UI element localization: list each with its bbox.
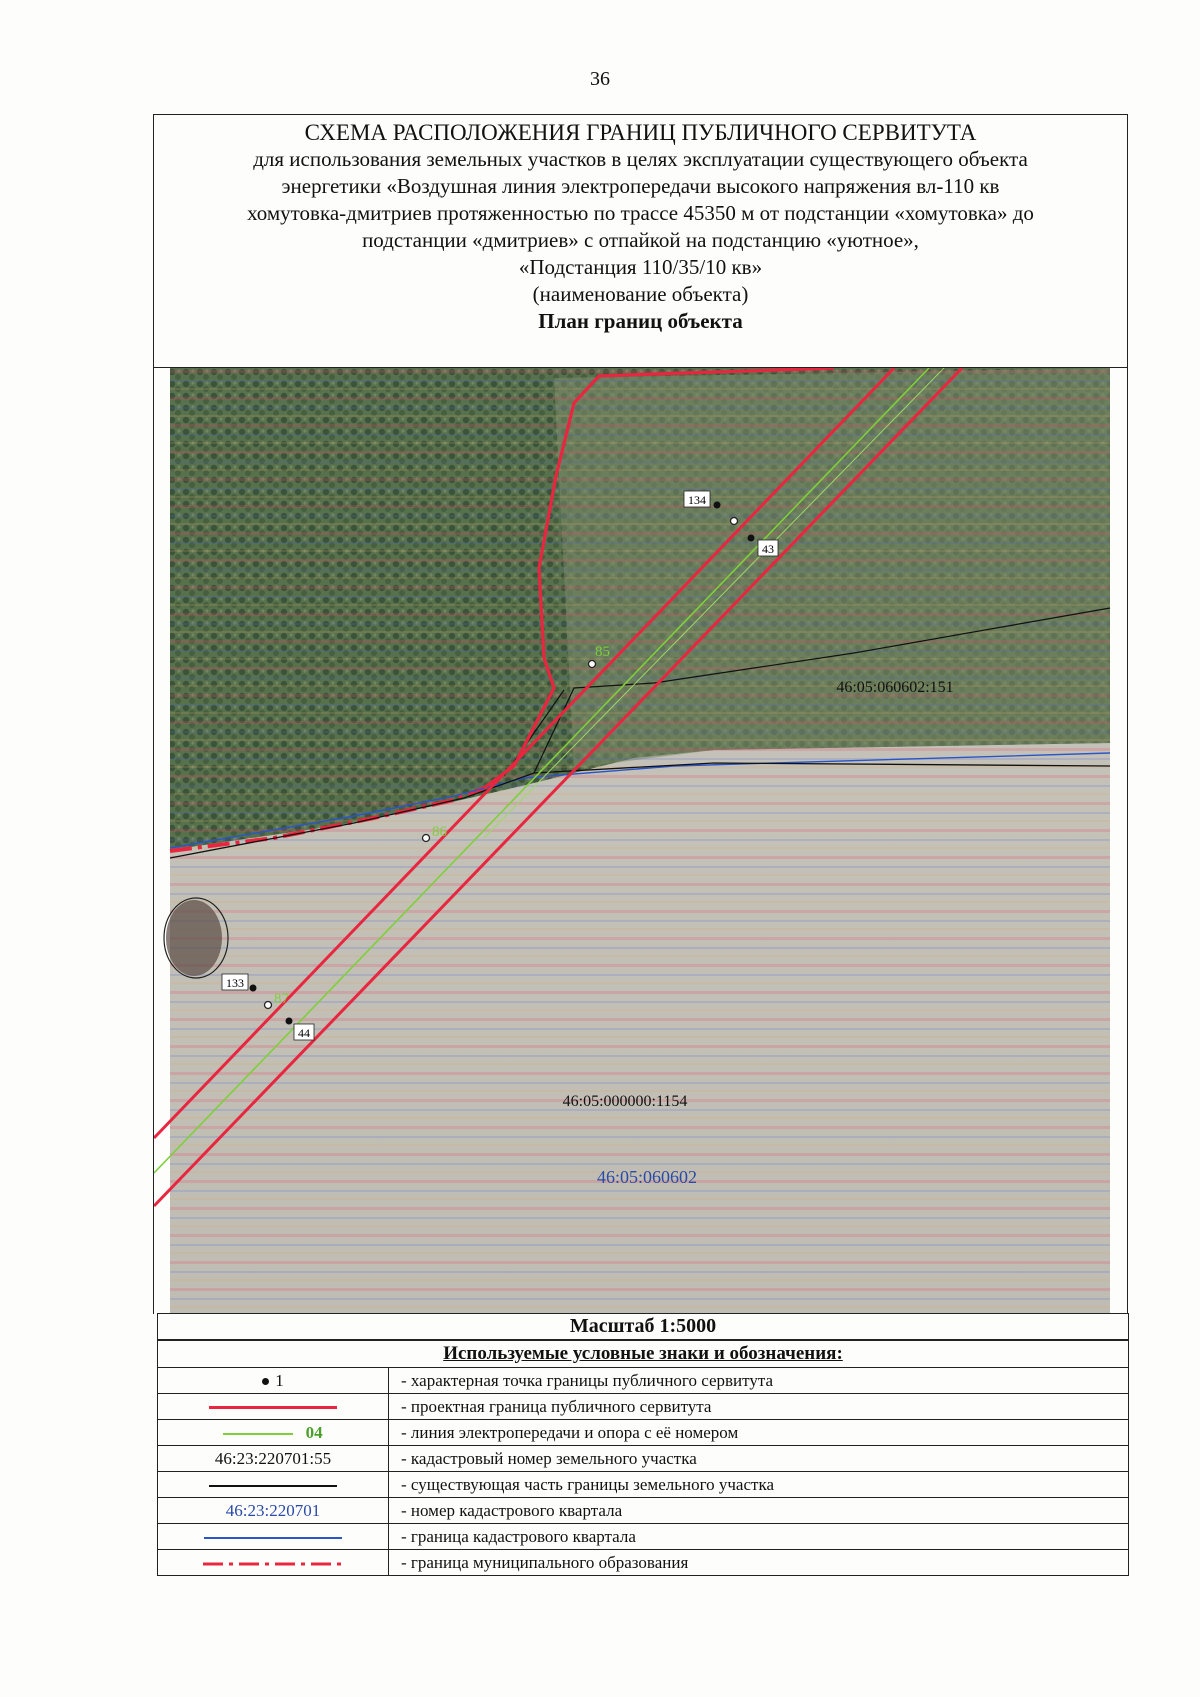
legend-support-number: 04: [305, 1422, 323, 1442]
dash-dot-line-icon: [203, 1561, 343, 1567]
legend-title: Используемые условные знаки и обозначения:: [158, 1341, 1129, 1368]
legend-symbol-servitude: [158, 1394, 389, 1420]
title-line-6: «Подстанция 110/35/10 кв»: [518, 255, 763, 279]
legend-row-quarter-number: [158, 1498, 1129, 1524]
support-87-label: 87: [274, 991, 289, 1007]
legend-row-parcel-border: [158, 1472, 1129, 1498]
legend-row-powerline: [158, 1420, 1129, 1446]
green-line-icon: [223, 1433, 293, 1435]
legend-symbol-municipal: [158, 1550, 389, 1576]
plan-title: План границ объекта: [538, 309, 743, 333]
support-86-label: 86: [432, 824, 447, 840]
legend-symbol-point: [158, 1368, 389, 1394]
blue-line-icon: [204, 1537, 342, 1539]
legend-desc-powerline: - линия электропередачи и опора с её номером: [389, 1420, 1129, 1446]
quarter-label: 46:05:060602: [596, 1167, 698, 1187]
legend-desc-quarter-border: - граница кадастрового квартала: [389, 1524, 1129, 1550]
point-134-label: 134: [688, 493, 706, 507]
map-area: [153, 368, 1128, 1314]
title-line-7: (наименование объекта): [532, 282, 749, 306]
legend-symbol-parcel-border: [158, 1472, 389, 1498]
legend-row-municipal: [158, 1550, 1129, 1576]
support-85: [589, 661, 596, 668]
title-line-2: для использования земельных участков в целях эксплуатации существующего объекта: [253, 147, 1028, 171]
point-133-label: 133: [226, 976, 244, 990]
title-line-1: СХЕМА РАСПОЛОЖЕНИЯ ГРАНИЦ ПУБЛИЧНОГО СЕРВИТУТА: [304, 120, 977, 145]
tree-clump: [166, 900, 222, 976]
legend-symbol-quarter-border: [158, 1524, 389, 1550]
legend-desc-quarter-number: - номер кадастрового квартала: [389, 1498, 1129, 1524]
legend-point-number: 1: [275, 1370, 284, 1390]
legend-desc-parcel-number: - кадастровый номер земельного участка: [389, 1446, 1129, 1472]
legend-row-parcel-number: [158, 1446, 1129, 1472]
point-44-label: 44: [298, 1026, 310, 1040]
point-134: [714, 502, 721, 509]
legend-table: [157, 1340, 1129, 1576]
red-line-icon: [209, 1406, 337, 1409]
support-86: [423, 835, 430, 842]
legend-row-point: [158, 1368, 1129, 1394]
support-85-label: 85: [595, 644, 610, 660]
legend-desc-servitude: - проектная граница публичного сервитута: [389, 1394, 1129, 1420]
legend-desc-point: - характерная точка границы публичного сервитута: [389, 1368, 1129, 1394]
legend-symbol-powerline: [158, 1420, 389, 1446]
support-extra: [731, 518, 738, 525]
legend-symbol-parcel-number: 46:23:220701:55: [158, 1446, 389, 1472]
legend-desc-parcel-border: - существующая часть границы земельного участка: [389, 1472, 1129, 1498]
page-number: 36: [590, 68, 610, 90]
legend-desc-municipal: - граница муниципального образования: [389, 1550, 1129, 1576]
support-87: [265, 1002, 272, 1009]
legend-row-servitude: [158, 1394, 1129, 1420]
map-svg: [154, 368, 1126, 1314]
title-line-5: подстанции «дмитриев» с отпайкой на подстанцию «уютное»,: [362, 228, 919, 252]
point-43: [748, 535, 755, 542]
scale-label: Масштаб 1:5000: [157, 1313, 1129, 1340]
point-44: [286, 1018, 293, 1025]
legend-row-quarter-border: [158, 1524, 1129, 1550]
point-43-label: 43: [762, 542, 774, 556]
legend-symbol-quarter-number: 46:23:220701: [158, 1498, 389, 1524]
title-line-3: энергетики «Воздушная линия электропередачи высокого напряжения вл-110 кв: [281, 174, 1000, 198]
black-line-icon: [209, 1485, 337, 1487]
point-dot-icon: [262, 1378, 269, 1385]
parcel-1154-label: 46:05:000000:1154: [562, 1093, 688, 1110]
title-line-4: хомутовка-дмитриев протяженностью по трассе 45350 м от подстанции «хомутовка» до: [247, 201, 1034, 225]
point-133: [250, 985, 257, 992]
title-box: [153, 114, 1128, 368]
parcel-151-label: 46:05:060602:151: [836, 679, 954, 696]
